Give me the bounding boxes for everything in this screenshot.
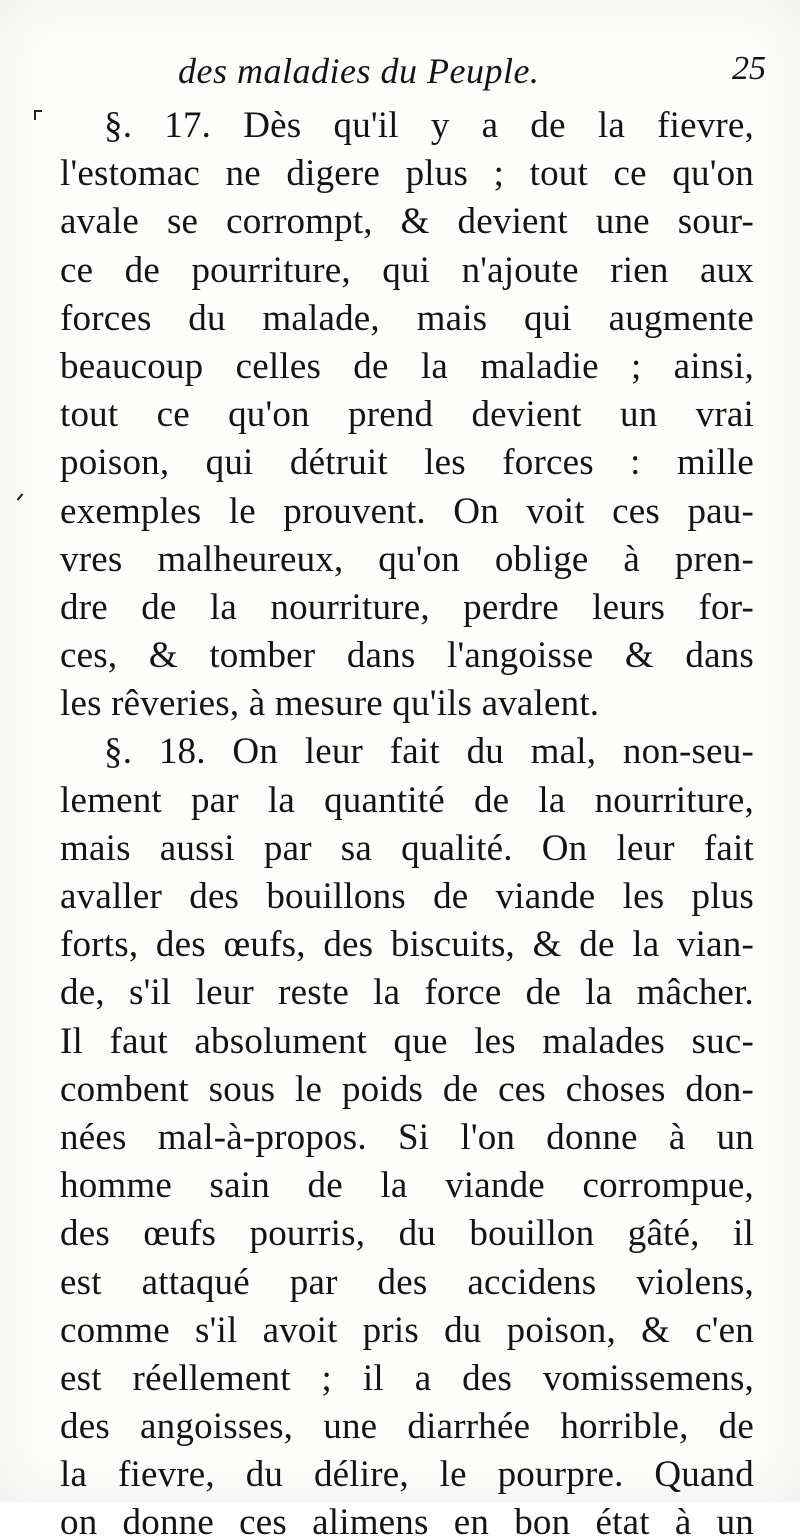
text-line: ces, & tomber dans l'angoisse & dans <box>60 635 754 677</box>
text-line: on donne ces alimens en bon état à un <box>60 1502 754 1539</box>
text-line: de, s'il leur reste la force de la mâcher. <box>60 972 754 1014</box>
text-line: avale se corrompt, & devient une sour- <box>60 201 754 243</box>
text-line: beaucoup celles de la maladie ; ainsi, <box>60 345 754 387</box>
text-line: avaller des bouillons de viande les plus <box>60 876 754 917</box>
text-line: Il faut absolument que les malades suc- <box>60 1020 754 1062</box>
text-line: combent sous le poids de ces choses don- <box>60 1068 754 1110</box>
text-line: vres malheureux, qu'on oblige à pren- <box>60 538 754 580</box>
text-line: ce de pourriture, qui n'ajoute rien aux <box>60 249 754 291</box>
text-line: la fievre, du délire, le pourpre. Quand <box>60 1454 754 1496</box>
text-line: des angoisses, une diarrhée horrible, de <box>60 1406 754 1448</box>
text-line: exemples le prouvent. On voit ces pau- <box>60 490 754 532</box>
text-line: dre de la nourriture, perdre leurs for- <box>60 586 754 628</box>
text-line: est attaqué par des accidens violens, <box>60 1261 754 1303</box>
text-line: §. 18. On leur fait du mal, non-seu- <box>104 731 754 773</box>
text-line: mais aussi par sa qualité. On leur fait <box>60 827 754 869</box>
text-line: les rêveries, à mesure qu'ils avalent. <box>60 683 600 725</box>
corner-mark-vertical <box>34 110 36 120</box>
text-line: homme sain de la viande corrompue, <box>60 1165 754 1207</box>
text-line: des œufs pourris, du bouillon gâté, il <box>60 1213 754 1255</box>
text-line: lement par la quantité de la nourriture, <box>60 779 754 821</box>
page-header <box>60 50 766 100</box>
running-title: des maladies du Peuple. <box>178 51 540 91</box>
text-line: l'estomac ne digere plus ; tout ce qu'on <box>60 153 754 195</box>
text-line: comme s'il avoit pris du poison, & c'en <box>60 1309 754 1351</box>
page-number: 25 <box>732 50 766 87</box>
margin-dash <box>17 493 24 500</box>
text-line: tout ce qu'on prend devient un vrai <box>60 394 754 436</box>
text-line: §. 17. Dès qu'il y a de la fievre, <box>104 105 754 146</box>
text-line: forces du malade, mais qui augmente <box>60 297 754 339</box>
text-line: poison, qui détruit les forces : mille <box>60 442 754 484</box>
text-line: nées mal-à-propos. Si l'on donne à un <box>60 1116 754 1158</box>
text-line: forts, des œufs, des biscuits, & de la vian- <box>60 924 754 966</box>
text-line: est réellement ; il a des vomissemens, <box>60 1357 754 1399</box>
body-text <box>60 102 754 1539</box>
